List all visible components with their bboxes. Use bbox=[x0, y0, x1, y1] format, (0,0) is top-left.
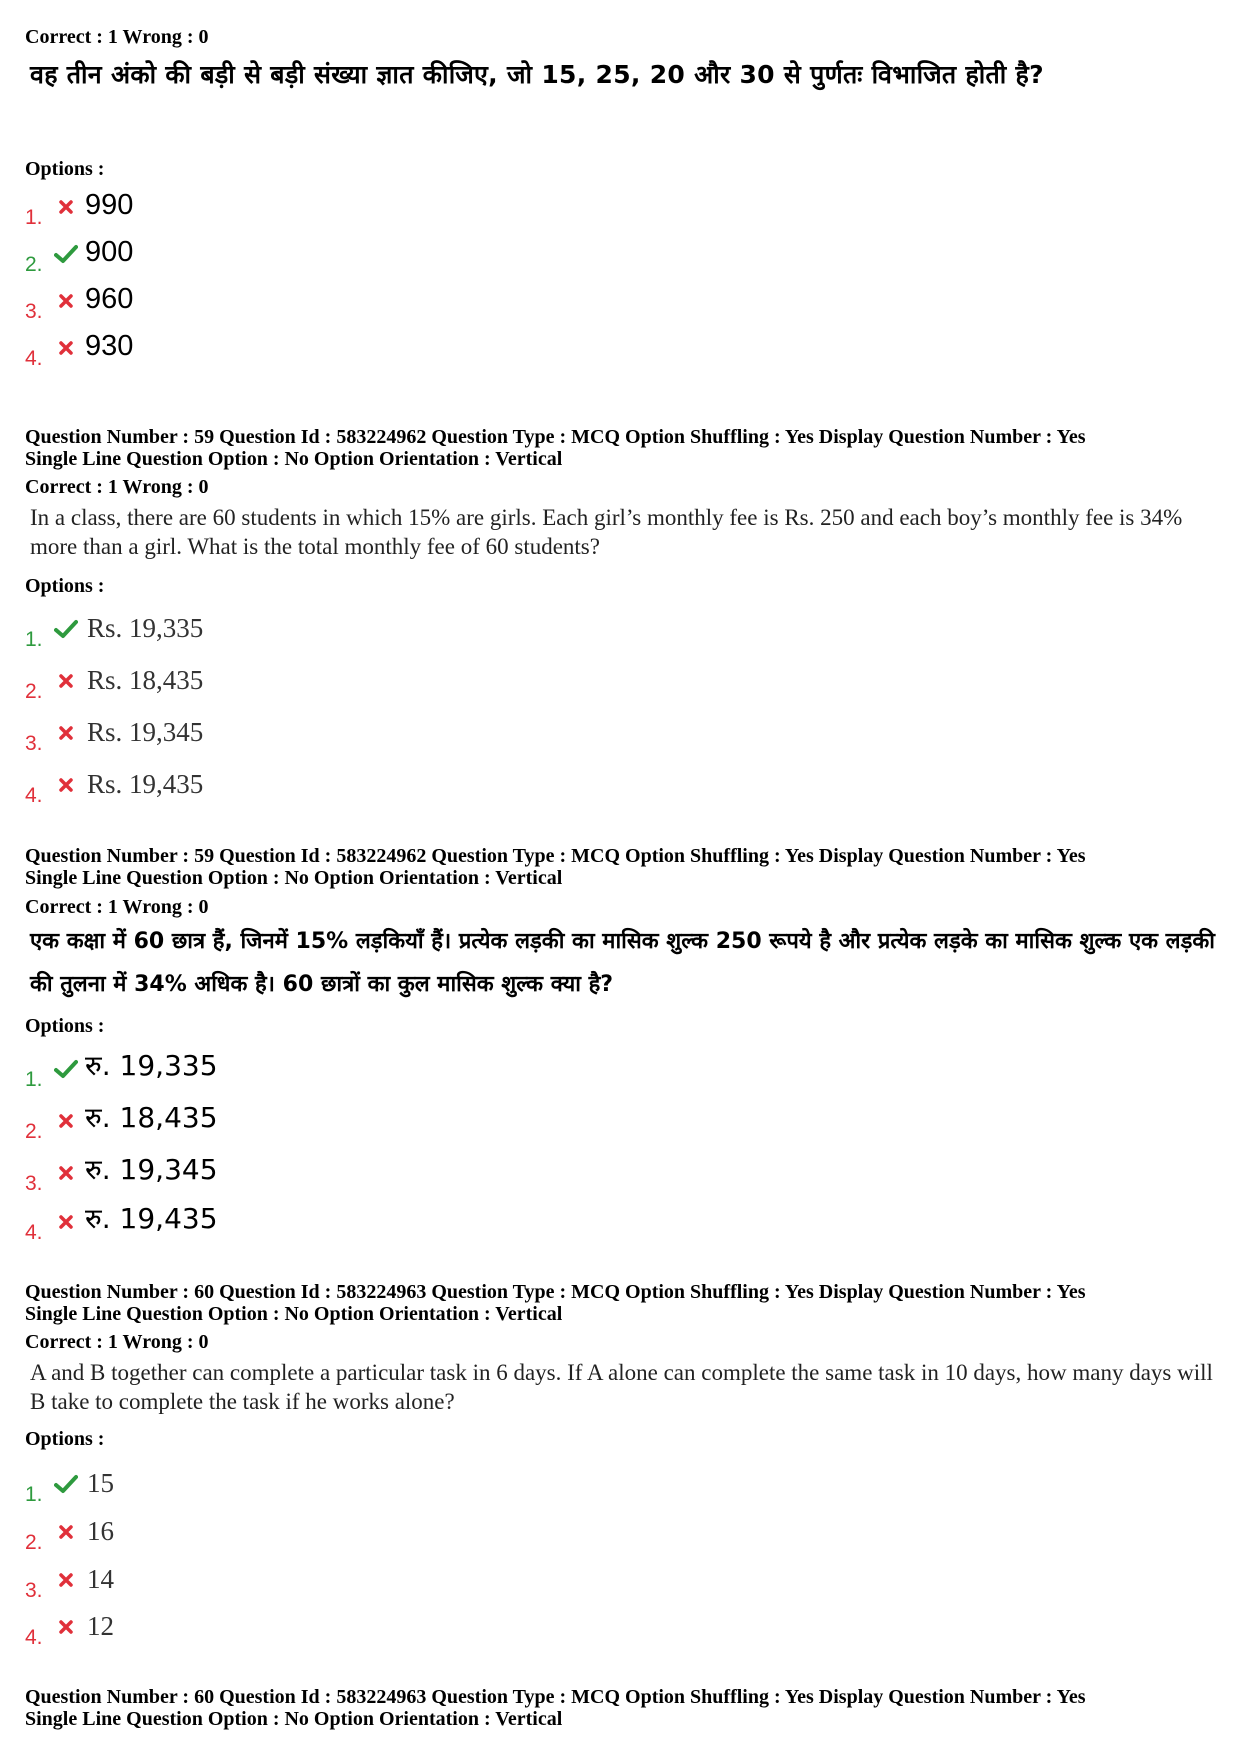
options-label: Options : bbox=[25, 1015, 105, 1037]
option-number: 1. bbox=[25, 206, 43, 229]
option-number: 4. bbox=[25, 784, 43, 807]
option-row[interactable] bbox=[25, 760, 204, 807]
options-label: Options : bbox=[25, 575, 105, 597]
cross-icon bbox=[51, 192, 81, 222]
option-value: रु. 19,435 bbox=[85, 1202, 218, 1235]
option-row[interactable] bbox=[25, 604, 204, 651]
option-number: 2. bbox=[25, 680, 43, 703]
option-value: Rs. 19,335 bbox=[87, 613, 204, 643]
option-value: 990 bbox=[85, 189, 134, 221]
option-row[interactable] bbox=[25, 708, 204, 755]
question-text: एक कक्षा में 60 छात्र हैं, जिनमें 15% लड़कियाँ हैं। प्रत्येक लड़की का मासिक शुल्क 250 रूपये है और प्रत्येक लड़के का मासिक शुल्क एक लड़की की तुलना में 34% अधिक है। 60 छात्रों का कुल मासिक शुल्क क्या है? bbox=[30, 929, 1215, 997]
question-text: A and B together can complete a particular task in 6 days. If A alone can complete the same task in 10 days, how many days will B take to complete the task if he works alone? bbox=[30, 1360, 1213, 1414]
option-value: 15 bbox=[87, 1468, 114, 1498]
option-number: 3. bbox=[25, 1172, 43, 1195]
score-line: Correct : 1 Wrong : 0 bbox=[25, 1331, 209, 1353]
option-value: 14 bbox=[87, 1564, 114, 1594]
option-row[interactable] bbox=[25, 182, 134, 229]
question-text: वह तीन अंको की बड़ी से बड़ी संख्या ज्ञात कीजिए, जो 15, 25, 20 और 30 से पुर्णतः विभाजित होती है? bbox=[30, 60, 1044, 89]
score-line: Correct : 1 Wrong : 0 bbox=[25, 476, 209, 498]
option-value: 12 bbox=[87, 1611, 114, 1641]
option-number: 4. bbox=[25, 347, 43, 370]
score-line: Correct : 1 Wrong : 0 bbox=[25, 26, 209, 48]
options-label: Options : bbox=[25, 1428, 105, 1450]
cross-icon bbox=[51, 333, 81, 363]
option-row[interactable] bbox=[25, 1148, 218, 1195]
question-meta-line: Question Number : 59 Question Id : 583224962 Question Type : MCQ Option Shuffling : Yes Display Question Number : Yes bbox=[25, 845, 1086, 867]
option-row[interactable] bbox=[25, 276, 134, 323]
option-row[interactable] bbox=[25, 656, 204, 703]
option-value: 930 bbox=[85, 330, 134, 362]
check-icon bbox=[51, 1054, 81, 1084]
option-row[interactable] bbox=[25, 1602, 114, 1649]
cross-icon bbox=[51, 666, 81, 696]
question-meta-line: Single Line Question Option : No Option Orientation : Vertical bbox=[25, 1303, 563, 1325]
option-value: Rs. 18,435 bbox=[87, 665, 204, 695]
check-icon bbox=[51, 614, 81, 644]
option-row[interactable] bbox=[25, 229, 134, 276]
option-value: Rs. 19,435 bbox=[87, 769, 204, 799]
option-number: 3. bbox=[25, 1579, 43, 1602]
cross-icon bbox=[51, 770, 81, 800]
option-row[interactable] bbox=[25, 323, 134, 370]
score-line: Correct : 1 Wrong : 0 bbox=[25, 896, 209, 918]
question-meta-line: Question Number : 60 Question Id : 583224963 Question Type : MCQ Option Shuffling : Yes Display Question Number : Yes bbox=[25, 1686, 1086, 1708]
options-label: Options : bbox=[25, 158, 105, 180]
question-meta-line: Question Number : 59 Question Id : 583224962 Question Type : MCQ Option Shuffling : Yes Display Question Number : Yes bbox=[25, 426, 1086, 448]
option-row[interactable] bbox=[25, 1555, 114, 1602]
option-value: 960 bbox=[85, 283, 134, 315]
question-text: In a class, there are 60 students in which 15% are girls. Each girl’s monthly fee is Rs. 250 and each boy’s monthly fee is 34% more than a girl. What is the total monthly fee of 60 students? bbox=[30, 505, 1183, 559]
option-number: 3. bbox=[25, 300, 43, 323]
option-value: 900 bbox=[85, 236, 134, 268]
option-row[interactable] bbox=[25, 1459, 114, 1506]
question-meta-line: Question Number : 60 Question Id : 583224963 Question Type : MCQ Option Shuffling : Yes Display Question Number : Yes bbox=[25, 1281, 1086, 1303]
cross-icon bbox=[51, 1158, 81, 1188]
option-row[interactable] bbox=[25, 1197, 218, 1244]
option-value: रु. 19,345 bbox=[85, 1153, 218, 1186]
option-row[interactable] bbox=[25, 1507, 114, 1554]
option-number: 2. bbox=[25, 1120, 43, 1143]
option-number: 1. bbox=[25, 1483, 43, 1506]
option-number: 4. bbox=[25, 1626, 43, 1649]
option-number: 4. bbox=[25, 1221, 43, 1244]
cross-icon bbox=[51, 718, 81, 748]
option-value: रु. 19,335 bbox=[85, 1049, 218, 1082]
question-meta-line: Single Line Question Option : No Option Orientation : Vertical bbox=[25, 448, 563, 470]
cross-icon bbox=[51, 286, 81, 316]
check-icon bbox=[51, 239, 81, 269]
option-number: 2. bbox=[25, 253, 43, 276]
cross-icon bbox=[51, 1565, 81, 1595]
option-number: 2. bbox=[25, 1531, 43, 1554]
option-value: 16 bbox=[87, 1516, 114, 1546]
cross-icon bbox=[51, 1106, 81, 1136]
check-icon bbox=[51, 1469, 81, 1499]
option-row[interactable] bbox=[25, 1096, 218, 1143]
option-value: Rs. 19,345 bbox=[87, 717, 204, 747]
cross-icon bbox=[51, 1517, 81, 1547]
option-number: 3. bbox=[25, 732, 43, 755]
option-value: रु. 18,435 bbox=[85, 1101, 218, 1134]
question-meta-line: Single Line Question Option : No Option Orientation : Vertical bbox=[25, 1708, 563, 1730]
cross-icon bbox=[51, 1612, 81, 1642]
cross-icon bbox=[51, 1207, 81, 1237]
option-row[interactable] bbox=[25, 1044, 218, 1091]
option-number: 1. bbox=[25, 628, 43, 651]
option-number: 1. bbox=[25, 1068, 43, 1091]
question-meta-line: Single Line Question Option : No Option Orientation : Vertical bbox=[25, 867, 563, 889]
